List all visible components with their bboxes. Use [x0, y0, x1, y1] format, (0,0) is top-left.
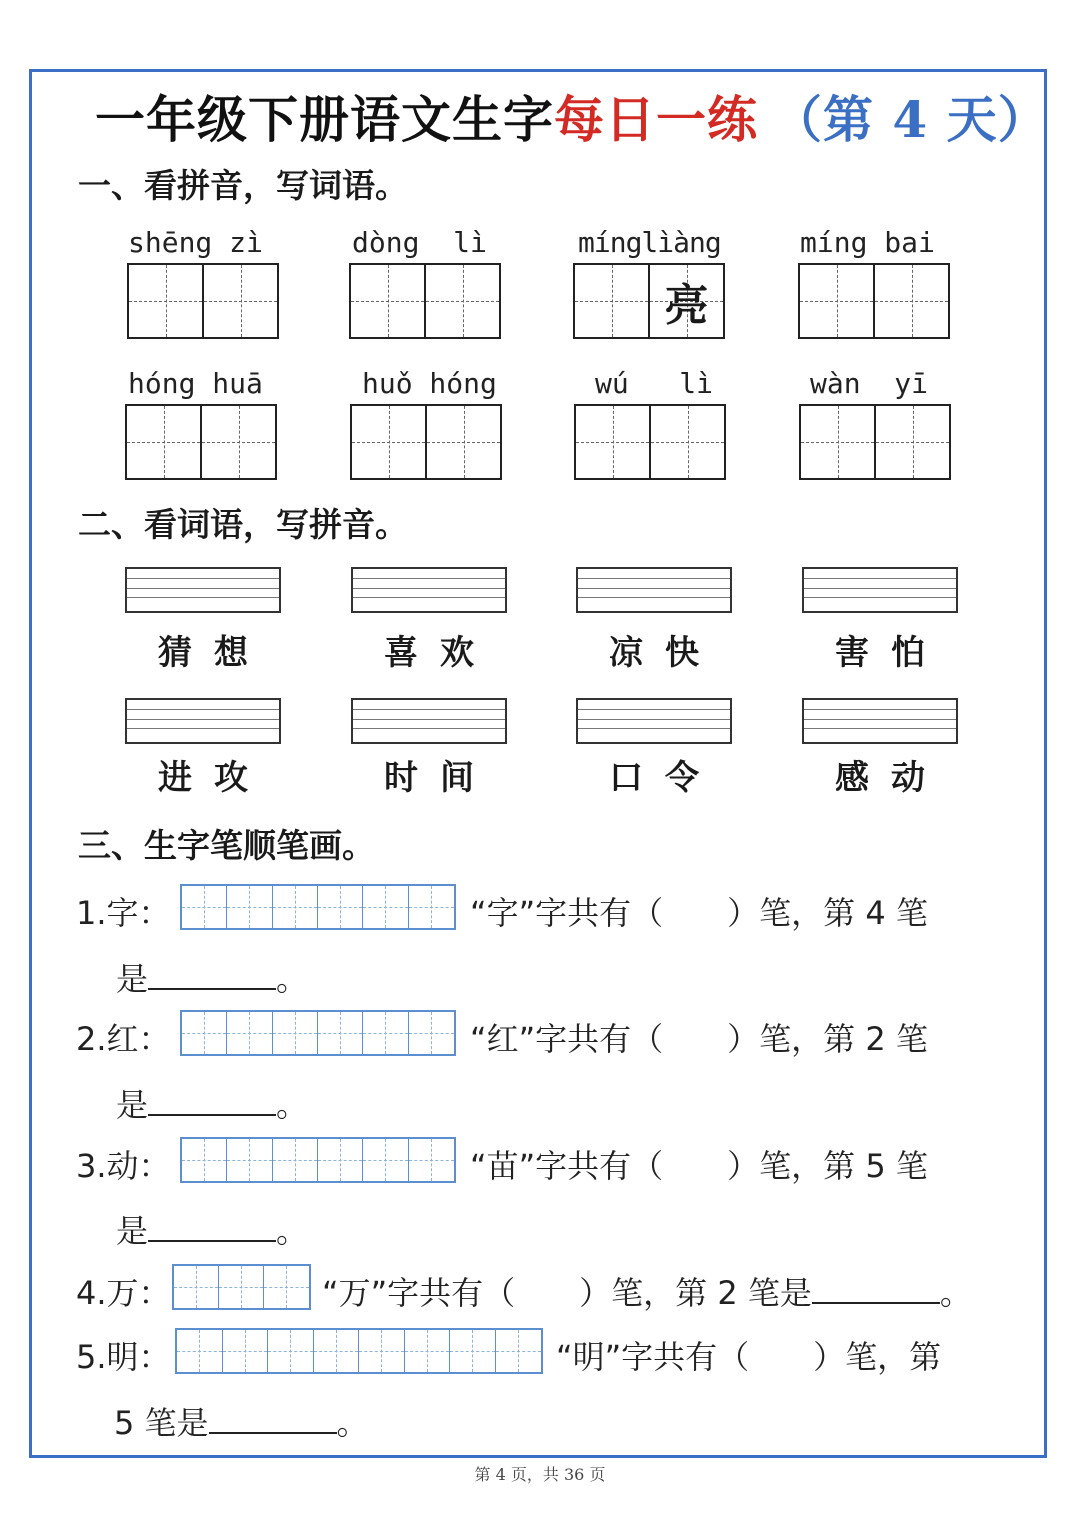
stroke-question: “红”字共有（ ）笔，第 2 笔: [470, 1020, 928, 1058]
stroke-item-label: 1.字：: [76, 894, 171, 932]
writing-box[interactable]: [350, 404, 502, 480]
pinyin-label: mínglìàng: [578, 226, 721, 259]
word-label: 凉快: [609, 633, 721, 673]
writing-box[interactable]: [573, 263, 725, 339]
stroke-question[interactable]: “万”字共有（ ）笔，第 2 笔是 。: [322, 1274, 972, 1312]
stroke-item-label: 2.红：: [76, 1020, 171, 1058]
page-number: 第 4 页，共 36 页: [474, 1465, 606, 1484]
pinyin-writing-line[interactable]: [576, 698, 732, 744]
section1-heading: 一、看拼音，写词语。: [78, 166, 408, 205]
pinyin-label: shēng zì: [128, 226, 263, 259]
stroke-item-label: 5.明：: [76, 1338, 171, 1376]
writing-box[interactable]: [574, 404, 726, 480]
pinyin-label: hóng huā: [128, 367, 263, 400]
pinyin-writing-line[interactable]: [125, 567, 281, 613]
pinyin-writing-line[interactable]: [351, 567, 507, 613]
writing-box[interactable]: [127, 263, 279, 339]
writing-box[interactable]: [125, 404, 277, 480]
pinyin-writing-line[interactable]: [802, 698, 958, 744]
writing-box[interactable]: [349, 263, 501, 339]
stroke-answer-line[interactable]: 是 。: [116, 1086, 309, 1124]
pinyin-label: dòng lì: [352, 226, 487, 259]
stroke-answer-line[interactable]: 5 笔是 。: [114, 1404, 369, 1442]
section2-heading: 二、看词语，写拼音。: [78, 505, 408, 544]
stroke-answer-line[interactable]: 是 。: [116, 960, 309, 998]
word-label: 口令: [609, 758, 721, 798]
word-label: 猜想: [158, 633, 270, 673]
word-label: 进攻: [158, 758, 270, 798]
stroke-grid[interactable]: [175, 1328, 543, 1374]
pinyin-label: huǒ hóng: [362, 367, 497, 400]
stroke-answer-line[interactable]: 是 。: [116, 1212, 309, 1250]
pinyin-writing-line[interactable]: [125, 698, 281, 744]
stroke-grid[interactable]: [180, 884, 456, 930]
writing-box[interactable]: [799, 404, 951, 480]
stroke-question: “明”字共有（ ）笔，第: [556, 1338, 942, 1376]
pinyin-writing-line[interactable]: [576, 567, 732, 613]
pinyin-label: wú lì: [595, 367, 714, 400]
pinyin-label: míng bai: [800, 226, 935, 259]
word-label: 感动: [835, 758, 947, 798]
stroke-question: “苗”字共有（ ）笔，第 5 笔: [470, 1147, 928, 1185]
word-label: 时间: [384, 758, 496, 798]
writing-box[interactable]: [798, 263, 950, 339]
section3-heading: 三、生字笔顺笔画。: [78, 826, 375, 865]
word-label: 害怕: [835, 633, 947, 673]
worksheet-title: 一年级下册语文生字每日一练 （第 4 天）: [95, 90, 1049, 149]
stroke-grid[interactable]: [180, 1137, 456, 1183]
word-label: 喜欢: [384, 633, 496, 673]
pinyin-writing-line[interactable]: [351, 698, 507, 744]
given-character: 亮: [664, 280, 709, 331]
pinyin-writing-line[interactable]: [802, 567, 958, 613]
stroke-item-label: 3.动：: [76, 1147, 171, 1185]
stroke-item-label: 4.万：: [76, 1274, 171, 1312]
stroke-grid[interactable]: [172, 1264, 311, 1310]
stroke-question: “字”字共有（ ）笔，第 4 笔: [470, 894, 928, 932]
pinyin-label: wàn yī: [810, 367, 929, 400]
stroke-grid[interactable]: [180, 1010, 456, 1056]
